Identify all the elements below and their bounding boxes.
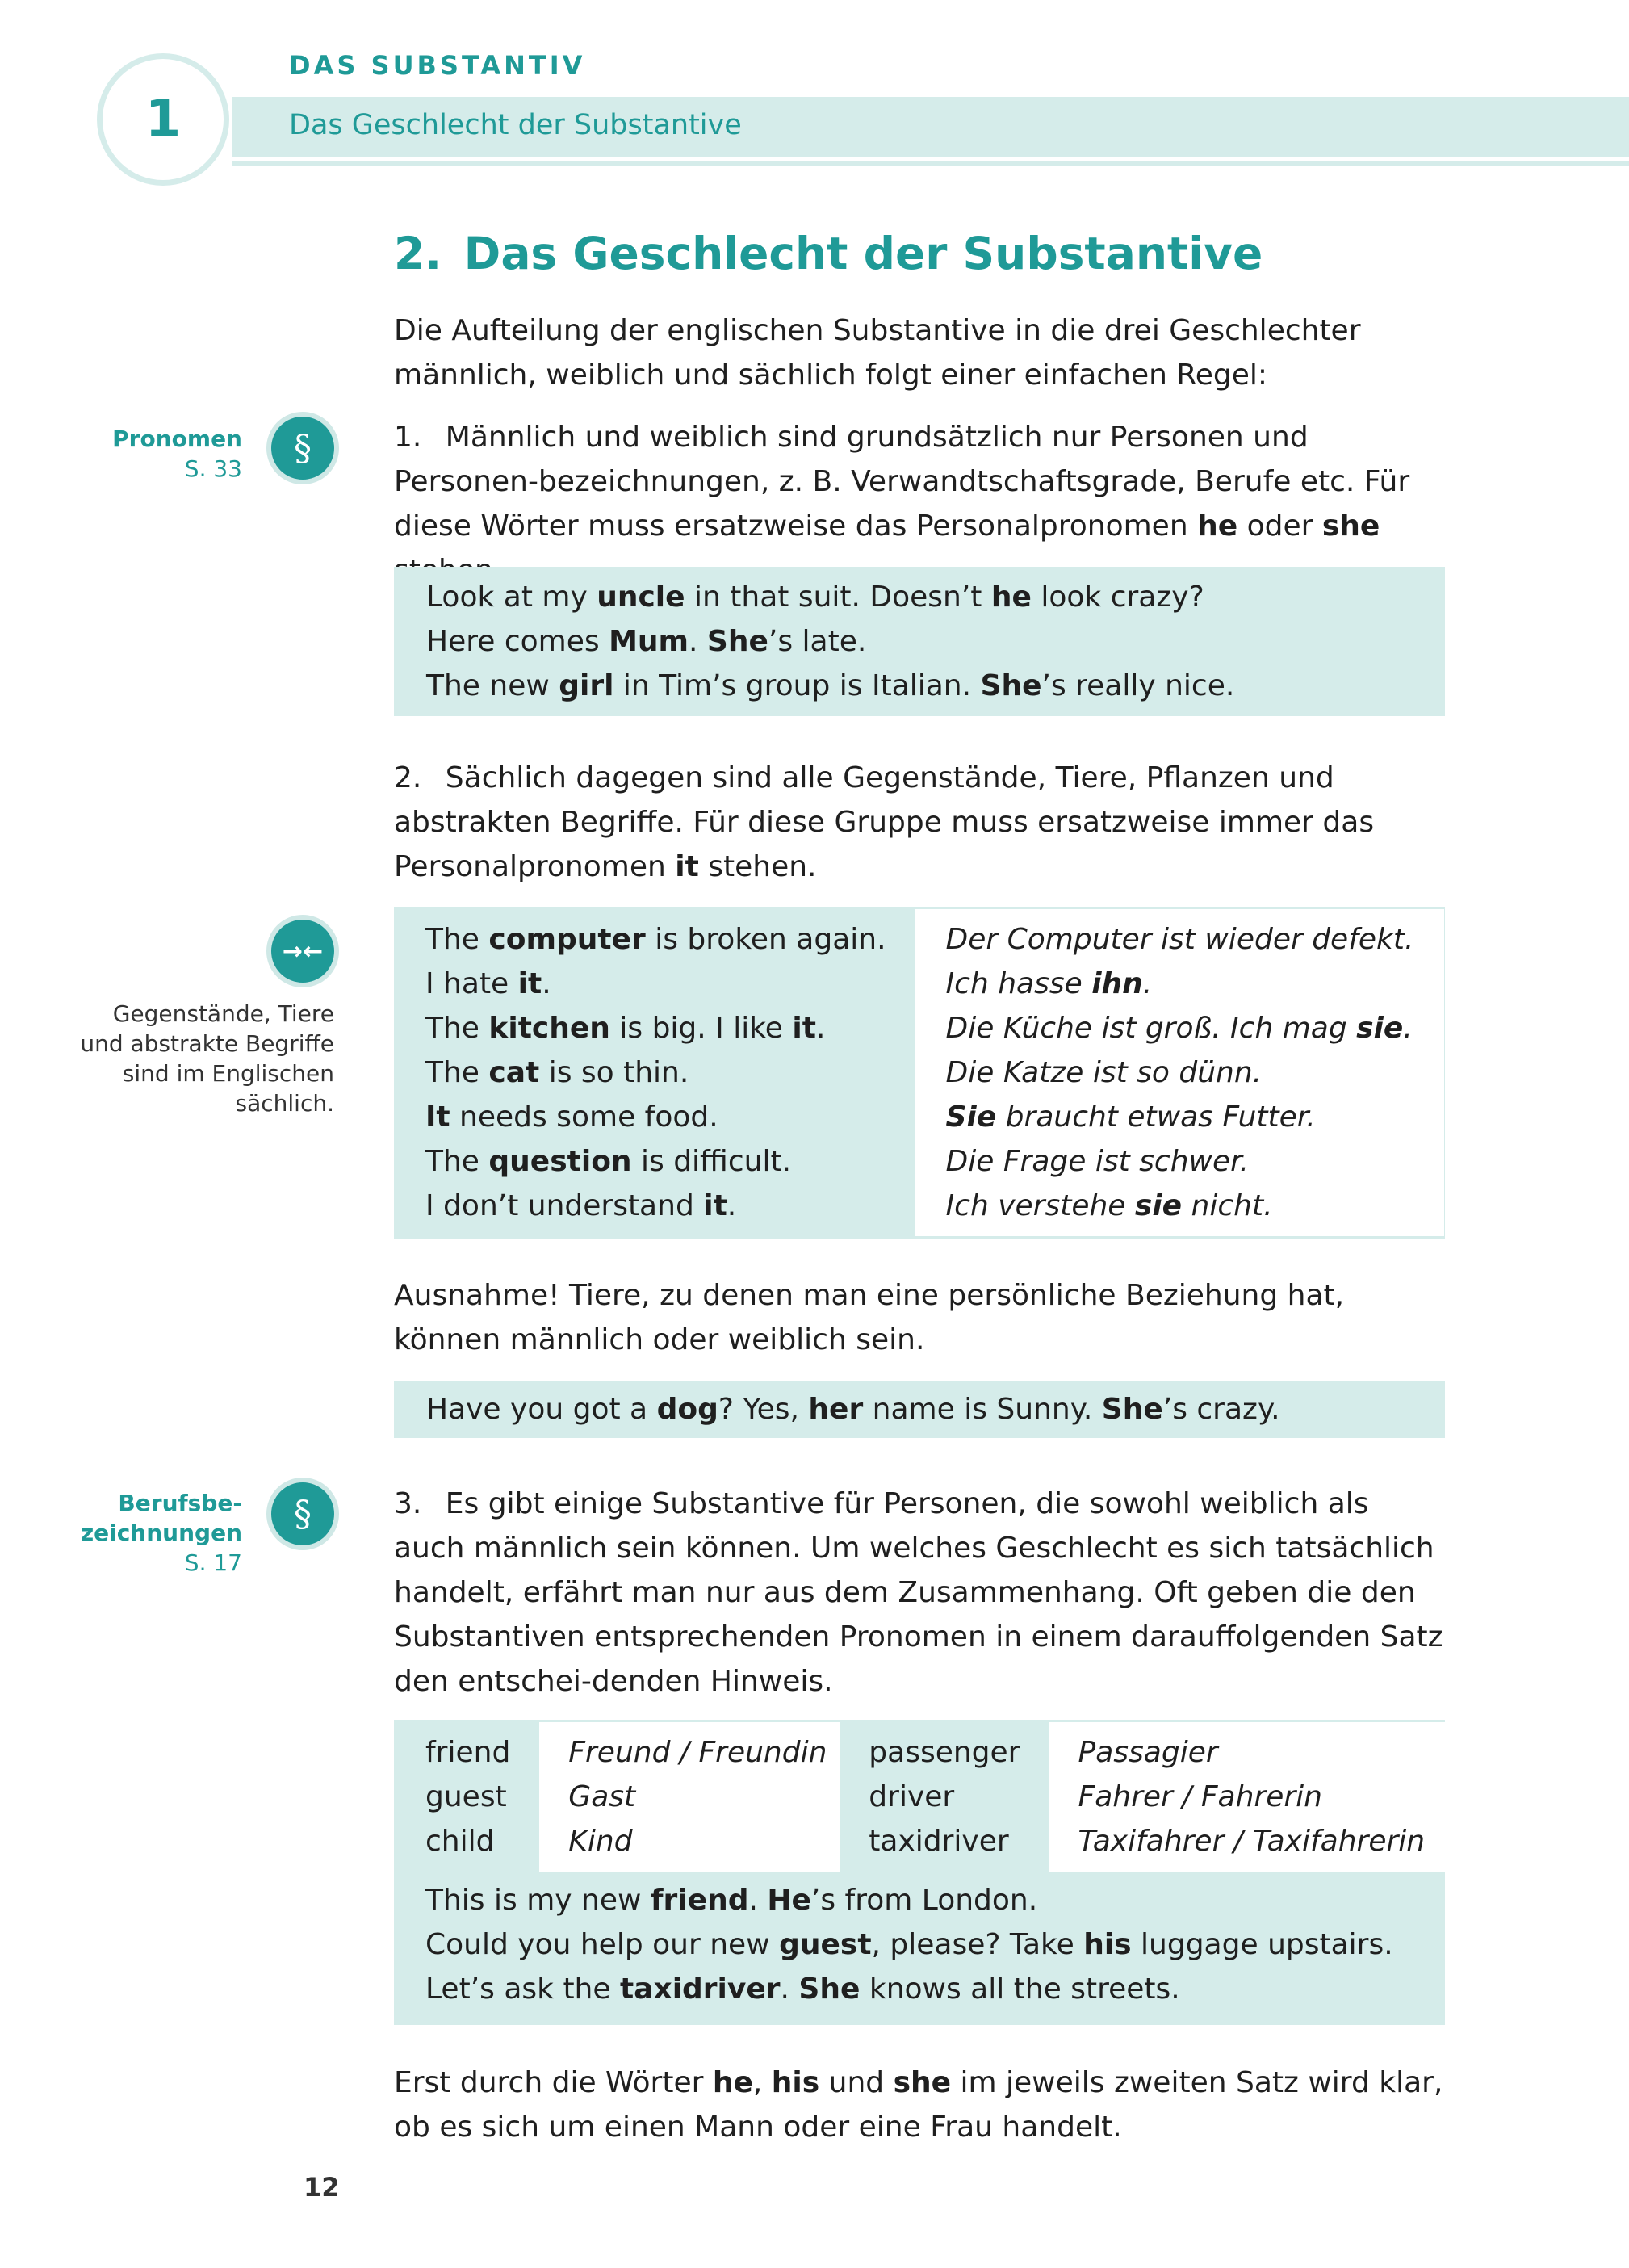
table-row: The cat is so thin. <box>425 1056 689 1089</box>
german-column <box>1049 1722 1455 1872</box>
page-number: 12 <box>304 2172 340 2203</box>
example-line: The new girl in Tim’s group is Italian. She’s really nice. <box>426 669 1235 702</box>
english-column <box>840 1722 1049 1872</box>
table-row: I hate it. <box>425 967 551 1000</box>
table-row: It needs some food. <box>425 1100 718 1134</box>
table-row: Die Küche ist groß. Ich mag sie. <box>945 1012 1413 1045</box>
paragraph-icon: § <box>266 412 339 484</box>
table-row: Sie braucht etwas Futter. <box>945 1100 1316 1134</box>
table-row: Ich verstehe sie nicht. <box>945 1189 1273 1222</box>
table-row: I don’t understand it. <box>425 1189 737 1222</box>
compare-arrows-icon: →← <box>266 915 339 987</box>
table-row: The question is difficult. <box>425 1145 792 1178</box>
table-row: Ich hasse ihn. <box>945 967 1153 1000</box>
rule-3-paragraph: 3. Es gibt einige Substantive für Personen, die sowohl weiblich als auch männlich sein können. Um welches Geschlecht es sich tatsächlich handelt, erfährt man nur aus dem Zusammenhang. Oft geben die den Substantiven entsprechenden Pronomen in einem darauffolgenden Satz den entschei-denden Hinweis. <box>394 1487 1443 1698</box>
exception-paragraph: Ausnahme! Tiere, zu denen man eine persönliche Beziehung hat, können männlich oder weiblich sein. <box>394 1279 1345 1356</box>
example-line: Look at my uncle in that suit. Doesn’t he look crazy? <box>426 581 1204 614</box>
table-cell: passenger <box>869 1736 1020 1769</box>
german-column <box>539 1722 840 1872</box>
example-box-1 <box>394 567 1445 716</box>
table-cell: friend <box>425 1736 511 1769</box>
table-row: The kitchen is big. I like it. <box>425 1012 826 1045</box>
table-cell: Gast <box>568 1780 636 1813</box>
rule-1-paragraph: 1. Männlich und weiblich sind grundsätzlich nur Personen und Personen-bezeichnungen, z. B. Verwandtschaftsgrade, Berufe etc. Für diese Wörter muss ersatzweise das Personalpronomen he oder she <box>394 421 1410 543</box>
chapter-label: DAS SUBSTANTIV <box>289 50 586 81</box>
nouns-table <box>394 1720 1445 2025</box>
table-row: The computer is broken again. <box>425 923 886 956</box>
margin-note: Gegenstände, Tiere und abstrakte Begriffe sind im Englischen sächlich. <box>80 1000 334 1117</box>
sidebar-ref-berufsbezeichnungen[interactable] <box>81 1488 242 1578</box>
intro-paragraph: Die Aufteilung der englischen Substantive in die drei Geschlechter männlich, weiblich und sächlich folgt einer einfachen Regel: <box>394 314 1361 392</box>
table-cell: taxidriver <box>869 1825 1009 1858</box>
sidebar-ref-page: S. 17 <box>184 1549 242 1576</box>
nouns-examples <box>396 1872 1443 2023</box>
english-column <box>396 909 915 1236</box>
sidebar-ref-label: Berufsbe- <box>118 1490 242 1516</box>
header-rule <box>232 161 1629 166</box>
example-box-2 <box>394 1381 1445 1438</box>
example-line: Let’s ask the taxidriver. She knows all the streets. <box>425 1972 1180 2006</box>
table-cell: Fahrer / Fahrerin <box>1078 1780 1323 1813</box>
example-line: Could you help our new guest, please? Take his luggage upstairs. <box>425 1928 1393 1961</box>
page-title: 2. Das Geschlecht der Substantive <box>394 228 1263 279</box>
sidebar-ref-label: zeichnungen <box>80 1520 242 1546</box>
sidebar-ref-label: Pronomen <box>112 426 242 452</box>
section-title: Das Geschlecht der Substantive <box>289 109 742 141</box>
sidebar-ref-pronomen[interactable] <box>112 424 242 484</box>
chapter-number: 1 <box>144 90 182 149</box>
example-line: Have you got a dog? Yes, her name is Sunny. She’s crazy. <box>426 1393 1280 1426</box>
nouns-table-grid <box>396 1722 1443 1872</box>
german-column <box>915 909 1445 1236</box>
conclusion-paragraph: Erst durch die Wörter he, his und she im jeweils zweiten Satz wird klar, ob es sich um einen Mann oder eine Frau handelt. <box>394 2066 1443 2144</box>
example-line: Here comes Mum. She’s late. <box>426 625 867 658</box>
paragraph-icon: § <box>266 1478 339 1550</box>
it-examples-table <box>394 907 1445 1239</box>
sidebar-ref-page: S. 33 <box>184 455 242 482</box>
table-cell: Freund / Freundin <box>568 1736 827 1769</box>
table-cell: guest <box>425 1780 507 1813</box>
table-cell: Taxifahrer / Taxifahrerin <box>1078 1825 1426 1858</box>
table-row: Die Frage ist schwer. <box>945 1145 1250 1178</box>
rule-2-paragraph: 2. Sächlich dagegen sind alle Gegenstände, Tiere, Pflanzen und abstrakten Begriffe. Für diese Gruppe muss ersatzweise immer das Personalpronomen it stehen. <box>394 761 1375 883</box>
table-cell: child <box>425 1825 495 1858</box>
table-cell: Kind <box>568 1825 633 1858</box>
table-row: Die Katze ist so dünn. <box>945 1056 1263 1089</box>
chapter-number-circle <box>97 53 229 186</box>
table-row: Der Computer ist wieder defekt. <box>945 923 1414 956</box>
table-cell: Passagier <box>1078 1736 1218 1769</box>
example-line: This is my new friend. He’s from London. <box>425 1884 1038 1917</box>
english-column <box>396 1722 539 1872</box>
table-cell: driver <box>869 1780 955 1813</box>
